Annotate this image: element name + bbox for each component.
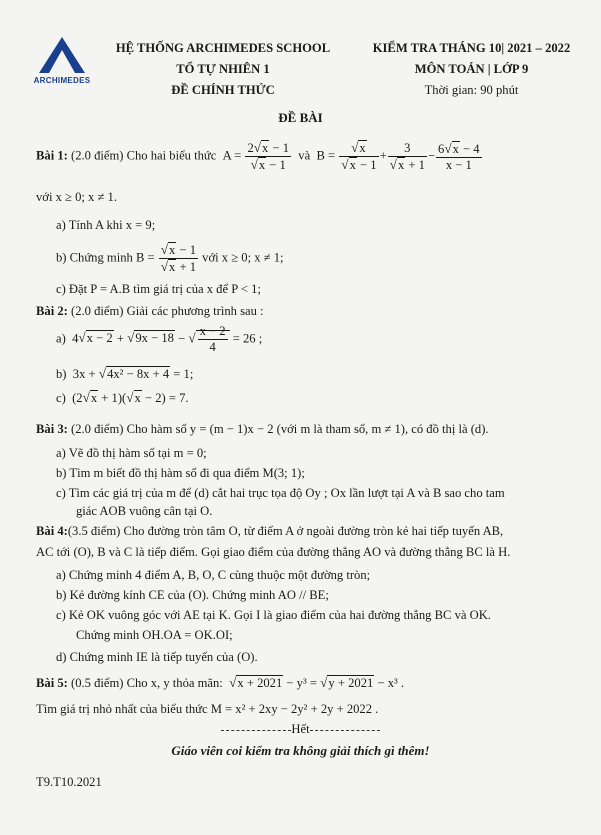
bai4-c2: Chứng minh OH.OA = OK.OI;: [76, 628, 233, 642]
bai1-a: a) Tính A khi x = 9;: [56, 218, 156, 232]
bai4-text2: AC tới (O), B và C là tiếp điểm. Gọi giao điểm của đường thẳng AO và đường thẳng BC là H.: [36, 545, 511, 559]
bai2-b-label: b): [56, 367, 67, 381]
teacher-note: Giáo viên coi kiểm tra không giải thích gì thêm!: [171, 743, 430, 758]
bai3-b: b) Tìm m biết đồ thị hàm số đi qua điểm M(3; 1);: [56, 466, 305, 480]
bai2-b: b) 3x + √4x² − 8x + 4 = 1;: [56, 366, 194, 381]
bai2-b-eq: = 1;: [173, 367, 194, 381]
expr-a: $\frac{2√x - 1}{√x - 1}$: [247, 140, 289, 172]
header-right: [350, 38, 593, 101]
end-text: Hết: [291, 722, 310, 736]
bai2-statement: [36, 304, 264, 319]
bai5-text: (0.5 điểm) Cho x, y thỏa mãn:: [71, 676, 223, 690]
bai1-label: Bài 1:: [36, 148, 68, 163]
bai2-a: a) 4√x − 2 + √9x − 18 − √ $\frac{x - 2}{4}$ = 26 ;: [56, 324, 263, 354]
bai4-label: Bài 4:: [36, 524, 68, 538]
bai3-a: a) Vẽ đồ thị hàm số tại m = 0;: [56, 446, 207, 460]
expr-b-term2: $\frac{3}{√x + 1}$: [389, 140, 425, 172]
expr-b-result: $\frac{√x - 1}{√x + 1}$: [160, 242, 197, 274]
bai5-statement: Bài 5: (0.5 điểm) Cho x, y thỏa mãn: √x + 2021 − y³ = √y + 2021 − x³ .: [36, 675, 405, 690]
bai4-b: b) Kẻ đường kính CE của (O). Chứng minh AO // BE;: [56, 588, 329, 602]
bai4-statement: [36, 524, 503, 539]
exam-code: T9.T10.2021: [36, 775, 102, 789]
bai1-and: và: [298, 148, 311, 163]
bai2-a-label: a): [56, 331, 66, 346]
bai3-c1: c) Tìm các giá trị của m để (d) cắt hai trục tọa độ Oy ; Ox lần lượt tại A và B sao cho tam: [56, 486, 505, 500]
school-name: HỆ THỐNG ARCHIMEDES SCHOOL: [115, 41, 331, 55]
bai3-c2: giác AOB vuông cân tại O.: [76, 504, 213, 518]
bai5-find: Tìm giá trị nhỏ nhất của biểu thức M = x² + 2xy − 2y² + 2y + 2022 .: [36, 702, 379, 716]
bai2-a-rhs: = 26 ;: [232, 331, 263, 346]
bai2-text: (2.0 điểm) Giải các phương trình sau :: [71, 304, 264, 318]
expr-b-term3: $\frac{6√x - 4}{x - 1}$: [438, 140, 480, 172]
bai2-label: Bài 2:: [36, 304, 68, 318]
exam-name: KIỂM TRA THÁNG 10| 2021 – 2022: [372, 41, 571, 55]
official-label: ĐỀ CHÍNH THỨC: [171, 83, 275, 97]
bai1-condition: với x ≥ 0; x ≠ 1.: [36, 190, 118, 204]
page-title: ĐỀ BÀI: [278, 110, 323, 125]
subject: MÔN TOÁN | LỚP 9: [414, 62, 529, 76]
archimedes-a-icon: [37, 36, 87, 74]
end-line: [0, 722, 601, 737]
bai1-statement: Bài 1: (2.0 điểm) Cho hai biểu thức A = $\frac{2√x - 1}{√x - 1}$ và B = $\frac{√x}{√x - 1}$ + $\frac{3}{√x + 1}$ − $\frac{6√x - 4}{x - 1}$: [36, 140, 480, 172]
bai2-c: c) (2√x + 1)(√x − 2) = 7.: [56, 390, 189, 405]
school-logo: [22, 36, 102, 85]
logo-text: ARCHIMEDES: [33, 76, 91, 85]
bai3-label: Bài 3:: [36, 422, 68, 436]
divider-right: [310, 730, 380, 731]
bai4-a: a) Chứng minh 4 điểm A, B, O, C cùng thuộc một đường tròn;: [56, 568, 371, 582]
bai3-statement: [36, 422, 489, 437]
expr-b-term1: $\frac{√x}{√x - 1}$: [341, 140, 377, 172]
bai1-c: c) Đặt P = A.B tìm giá trị của x để P < 1;: [56, 282, 261, 296]
bai2-c-label: c): [56, 391, 66, 405]
bai4-d: d) Chứng minh IE là tiếp tuyến của (O).: [56, 650, 258, 664]
bai1-b: [56, 242, 284, 275]
department: TỔ TỰ NHIÊN 1: [176, 62, 270, 76]
header-left: [102, 38, 344, 101]
bai2-c-eq: = 7.: [168, 391, 189, 405]
bai1-b-suffix: với x ≥ 0; x ≠ 1;: [202, 250, 284, 265]
bai4-text1: (3.5 điểm) Cho đường tròn tâm O, từ điểm A ở ngoài đường tròn kẻ hai tiếp tuyến AB,: [67, 524, 504, 538]
bai3-text: (2.0 điểm) Cho hàm số y = (m − 1)x − 2 (với m là tham số, m ≠ 1), có đồ thị là (d).: [71, 422, 489, 436]
divider-left: [221, 730, 291, 731]
bai1-text: (2.0 điểm) Cho hai biểu thức: [71, 148, 217, 163]
bai1-b-prefix: b) Chứng minh B =: [56, 250, 155, 265]
exam-time: Thời gian: 90 phút: [424, 83, 519, 97]
bai4-c1: c) Kẻ OK vuông góc với AE tại K. Gọi I là giao điểm của hai đường thẳng BC và OK.: [56, 608, 491, 622]
bai5-label: Bài 5:: [36, 676, 68, 690]
